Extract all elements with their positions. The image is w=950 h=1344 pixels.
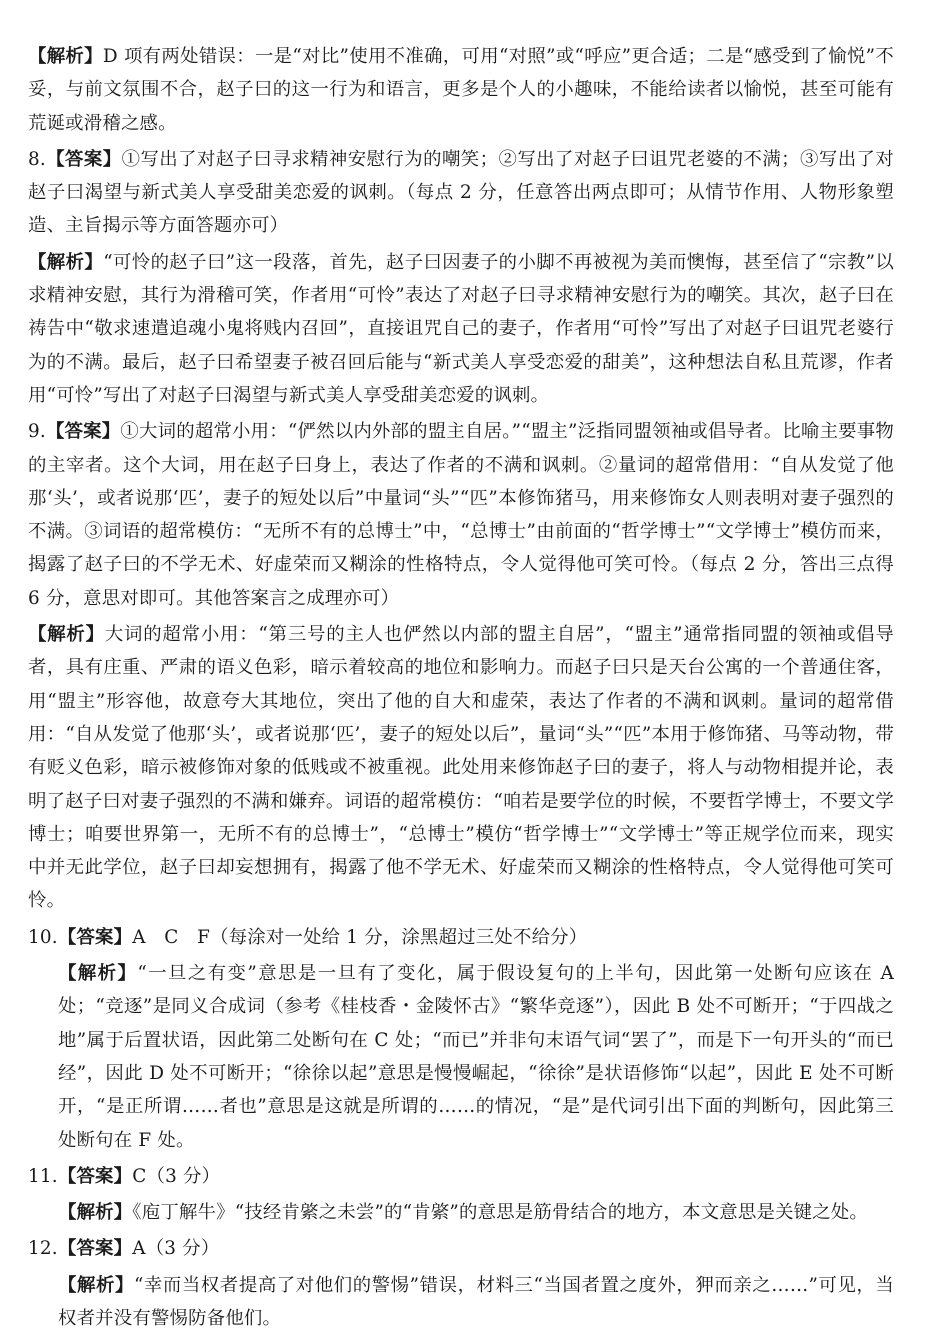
q11-analysis [28,1196,894,1229]
q12-analysis [28,1269,894,1336]
question-number: 8. [28,148,46,170]
q12-answer [28,1232,894,1265]
analysis-tag: 【解析】 [58,1202,133,1224]
answer-text: ①大词的超常小用：“俨然以内外部的盟主自居。”“盟主”泛指同盟领袖或倡导者。比喻主要事物的主宰者。这个大词，用在赵子曰身上，表达了作者的不满和讽刺。②量词的超常借用：“自从发觉了他那‘头’，或者说那‘匹’，妻子的短处以后”中量词“头”“匹”本修饰猪马，用来修饰女人则表明对妻子强烈的不满。③词语的超常模仿：“无所不有的总博士”中，“总博士”由前面的“哲学博士”“文学博士”模仿而来，揭露了赵子曰的不学无术、好虚荣而又糊涂的性格特点，令人觉得他可笑可怜。（每点 2 分，答出三点得 6 分，意思对即可。其他答案言之成理亦可） [28,421,894,609]
question-number: 11. [28,1165,58,1187]
answer-text: ①写出了对赵子曰寻求精神安慰行为的嘲笑；②写出了对赵子曰诅咒老婆的不满；③写出了对赵子曰渴望与新式美人享受甜美恋爱的讽刺。（每点 2 分，任意答出两点即可；从情节作用、人物形象塑造、主旨揭示等方面答题亦可） [28,148,894,237]
answer-tag: 【答案】 [57,1238,133,1260]
q8-analysis [28,246,894,412]
question-number: 9. [28,421,46,443]
answer-tag: 【答案】 [45,421,121,443]
analysis-text: 大词的超常小用：“第三号的主人也俨然以内部的盟主自居”，“盟主”通常指同盟的领袖或倡导者，具有庄重、严肃的语义色彩，暗示着较高的地位和影响力。而赵子曰只是天台公寓的一个普通住客，用“盟主”形容他，故意夸大其地位，突出了他的自大和虚荣，表达了作者的不满和讽刺。量词的超常借用：“自从发觉了他那‘头’，或者说那‘匹’，妻子的短处以后”，量词“头”“匹”本用于修饰猪、马等动物，带有贬义色彩，暗示被修饰对象的低贱或不被重视。此处用来修饰赵子曰的妻子，将人与动物相提并论，表明了赵子曰对妻子强烈的不满和嫌弃。词语的超常模仿：“咱若是要学位的时候，不要哲学博士，不要文学博士；咱要世界第一，无所不有的总博士”，“总博士”模仿“哲学博士”“文学博士”等正规学位而来，现实中并无此学位，赵子曰却妄想拥有，揭露了他不学无术、好虚荣而又糊涂的性格特点，令人觉得他可笑可怜。 [28,624,894,912]
q11-answer [28,1160,894,1193]
analysis-tag: 【解析】 [28,46,103,67]
answer-text: A（3 分） [132,1238,220,1260]
answer-text: A C F（每涂对一处给 1 分，涂黑超过三处不给分） [132,926,588,948]
analysis-tag: 【解析】 [28,624,105,646]
q9-analysis [28,618,894,918]
answer-text: C（3 分） [132,1165,221,1187]
answer-tag: 【答案】 [57,926,133,948]
analysis-text: “可怜的赵子曰”这一段落，首先，赵子曰因妻子的小脚不再被视为美而懊悔，甚至信了“宗教”以求精神安慰，其行为滑稽可笑，作者用“可怜”表达了对赵子曰寻求精神安慰行为的嘲笑。其次，赵子曰在祷告中“敬求速遣追魂小鬼将贱内召回”，直接诅咒自己的妻子，作者用“可怜”写出了对赵子曰诅咒老婆行为的不满。最后，赵子曰希望妻子被召回后能与“新式美人享受恋爱的甜美”，这种想法自私且荒谬，作者用“可怜”写出了对赵子曰渴望与新式美人享受甜美恋爱的讽刺。 [28,251,894,406]
analysis-tag: 【解析】 [28,251,104,273]
analysis-tag: 【解析】 [58,963,138,985]
q10-answer [28,921,894,954]
analysis-text: “幸而当权者提高了对他们的警惕”错误，材料三“当国者置之度外，狎而亲之……”可见，当权者并没有警惕防备他们。 [58,1274,894,1329]
analysis-text: D 项有两处错误：一是“对比”使用不准确，可用“对照”或“呼应”更合适；二是“感受到了愉悦”不妥，与前文氛围不合，赵子曰的这一行为和语言，更多是个人的小趣味，不能给读者以愉悦，甚至可能有荒诞或滑稽之感。 [28,46,894,134]
q10-analysis [28,957,894,1157]
question-number: 10. [28,926,58,948]
analysis-text: “一旦之有变”意思是一旦有了变化，属于假设复句的上半句，因此第一处断句应该在 A 处；“竞逐”是同义合成词（参考《桂枝香・金陵怀古》“繁华竞逐”），因此 B 处不可断开；“于四战之地”属于后置状语，因此第二处断句在 C 处；“而已”并非句末语气词“罢了”，而是下一句开头的“而已经”，因此 D 处不可断开；“徐徐以起”意思是慢慢崛起，“徐徐”是状语修饰“以起”，因此 E 处不可断开，“是正所谓……者也”意思是这就是所谓的……的情况，“是”是代词引出下面的判断句，因此第三处断句在 F 处。 [58,963,894,1151]
answer-tag: 【答案】 [45,148,122,170]
q7-analysis [28,40,894,140]
analysis-tag: 【解析】 [58,1274,134,1296]
answer-tag: 【答案】 [57,1165,133,1187]
q9-answer [28,415,894,615]
question-number: 12. [28,1238,58,1260]
q8-answer [28,143,894,243]
analysis-text: 《庖丁解牛》“技经肯綮之未尝”的“肯綮”的意思是筋骨结合的地方，本文意思是关键之处。 [132,1202,869,1224]
answer-page [28,40,894,1335]
